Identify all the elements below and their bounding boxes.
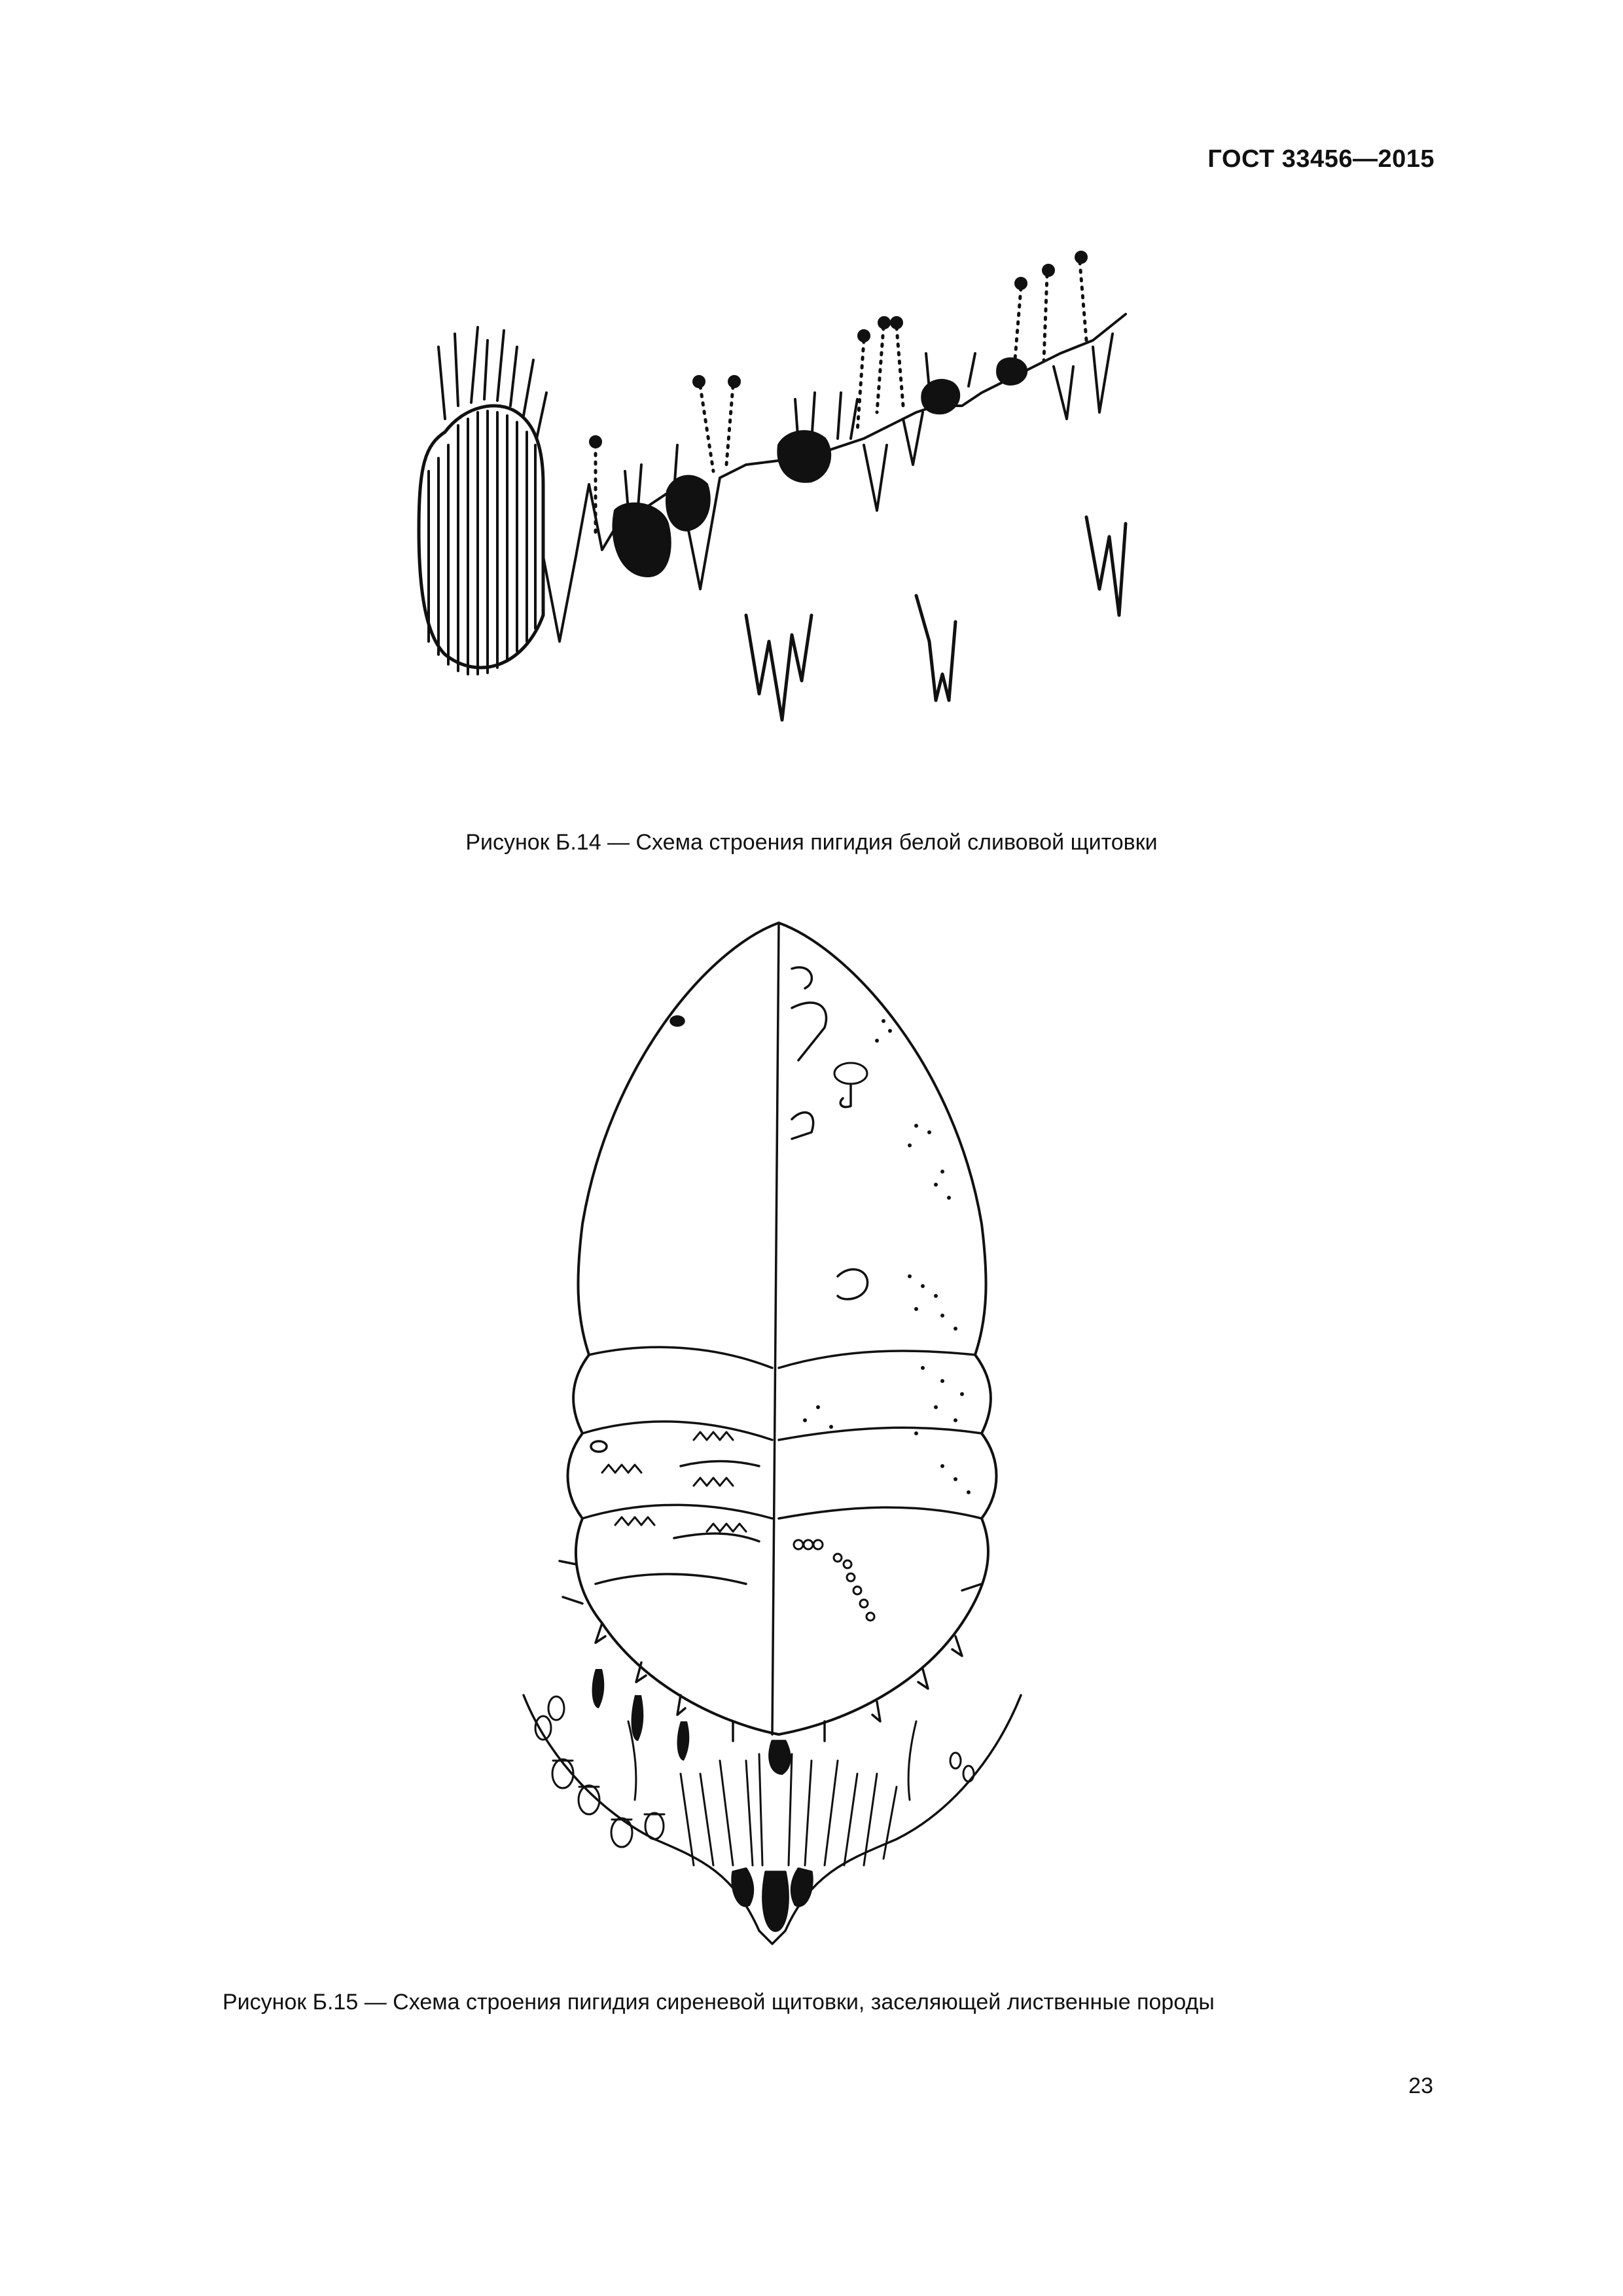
figure-b14-image bbox=[406, 249, 1158, 746]
scale-insect-body-diagram-icon bbox=[484, 910, 1073, 1957]
page-number: 23 bbox=[1408, 2073, 1433, 2098]
figure-b14-caption: Рисунок Б.14 — Схема строения пигидия белой сливовой щитовки bbox=[465, 830, 1158, 855]
page-header-doc-id: ГОСТ 33456—2015 bbox=[1207, 145, 1435, 173]
figure-b15-caption: Рисунок Б.15 — Схема строения пигидия сиреневой щитовки, заселяющей лиственные породы bbox=[223, 1990, 1215, 2015]
figure-b15-image bbox=[484, 910, 1073, 1957]
pygidium-diagram-icon bbox=[406, 249, 1158, 746]
